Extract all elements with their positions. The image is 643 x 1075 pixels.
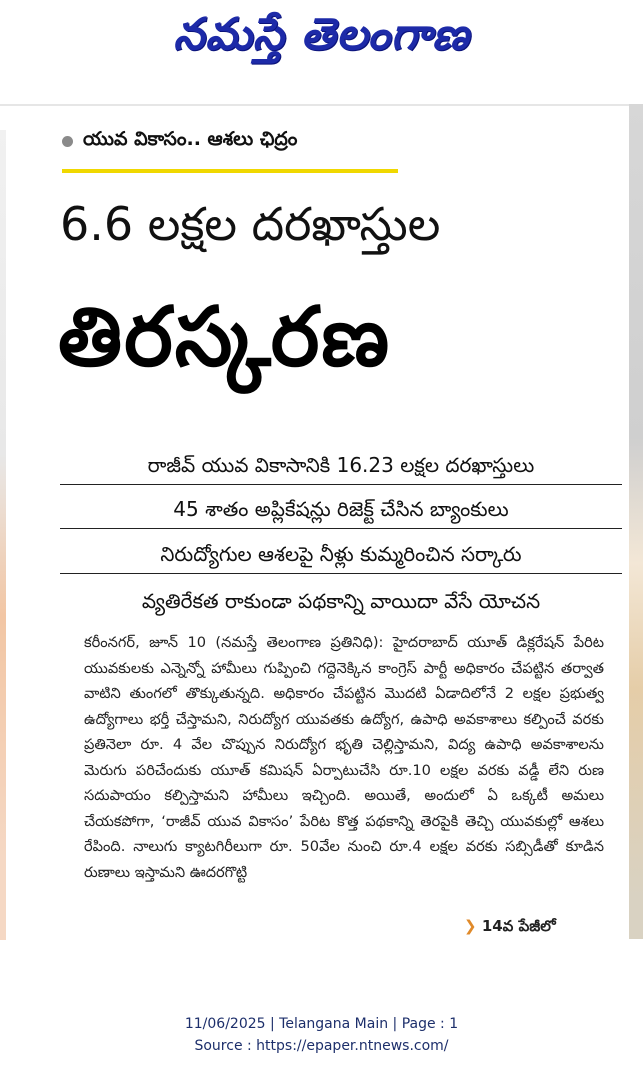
continued-text: 14వ పేజీలో [481,917,556,935]
bullet-icon [62,136,73,147]
subhead-3: నిరుద్యోగుల ఆశలపై నీళ్లు కుమ్మరించిన సర్కారు [160,542,522,566]
kicker [62,128,297,155]
subhead-divider [60,573,622,574]
adjacent-column-right [629,104,643,939]
chevron-right-icon: ❯ [464,917,477,935]
subhead-divider [60,484,622,485]
footer-date-line: 11/06/2025 | Telangana Main | Page : 1 [184,1016,459,1032]
kicker-text: యువ వికాసం.. ఆశలు ఛిద్రం [83,128,298,150]
masthead-title: నమస్తే తెలంగాణ [173,9,470,60]
headline-line-2: తిరస్కరణ [58,290,392,385]
subhead-1: రాజీవ్ యువ వికాసానికి 16.23 లక్షల దరఖాస్తులు [147,453,535,477]
subhead-divider [60,528,622,529]
adjacent-column-left [0,130,6,940]
newspaper-masthead [0,0,643,80]
source-footer [0,1013,643,1057]
headline-line-1: 6.6 లక్షల దరఖాస్తుల [60,197,441,251]
article-body: కరీంనగర్, జూన్ 10 (నమస్తే తెలంగాణ ప్రతినిధి): హైదరాబాద్ యూత్ డిక్లరేషన్ పేరిట యువకులకు ఎన్నెన్నో హామీలు గుప్పించి గద్దెనెక్కిన కాంగ్రెస్ పార్టీ అధికారం చేపట్టిన తర్వాత వాటిని తుంగలో తొక్కుతున్నది. అధికారం చేపట్టిన మొదటి ఏడాదిలోనే 2 లక్షల ప్రభుత్వ ఉద్యోగాలు భర్తీ చేస్తామని, నిరుద్యోగ యువతకు ఉద్యోగ, ఉపాధి అవకాశాలు కల్పించే వరకు ప్రతినెలా రూ. 4 వేల చొప్పున నిరుద్యోగ భృతి చెల్లిస్తామని, విద్య ఉపాధి అవకాశాలను మెరుగు పరిచేందుకు యూత్ కమిషన్ ఏర్పాటుచేసి రూ.10 లక్షల వరకు వడ్డీ లేని రుణ సదుపాయం కల్పిస్తామని హామీలు ఇచ్చింది. అయితే, అందులో ఏ ఒక్కటీ అమలు చేయకపోగా, ‘రాజీవ్ యువ వికాసం’ పేరిట కొత్త పథకాన్ని తెరపైకి తెచ్చి యువకుల్లో ఆశలు రేపింది. నాలుగు క్యాటగిరీలుగా రూ. 50వేల నుంచి రూ.4 లక్షల వరకు సబ్సిడీతో కూడిన రుణాలు ఇస్తామని ఊదరగొట్టి [84,634,604,881]
footer-source-line: Source : https://epaper.ntnews.com/ [194,1038,449,1054]
continued-marker [464,917,556,939]
subhead-2: 45 శాతం అప్లికేషన్లు రిజెక్ట్ చేసిన బ్యాంకులు [173,497,509,521]
subhead-4: వ్యతిరేకత రాకుండా పథకాన్ని వాయిదా వేసే యోచన [141,589,541,613]
masthead-divider [0,104,643,106]
kicker-underline [62,169,398,173]
